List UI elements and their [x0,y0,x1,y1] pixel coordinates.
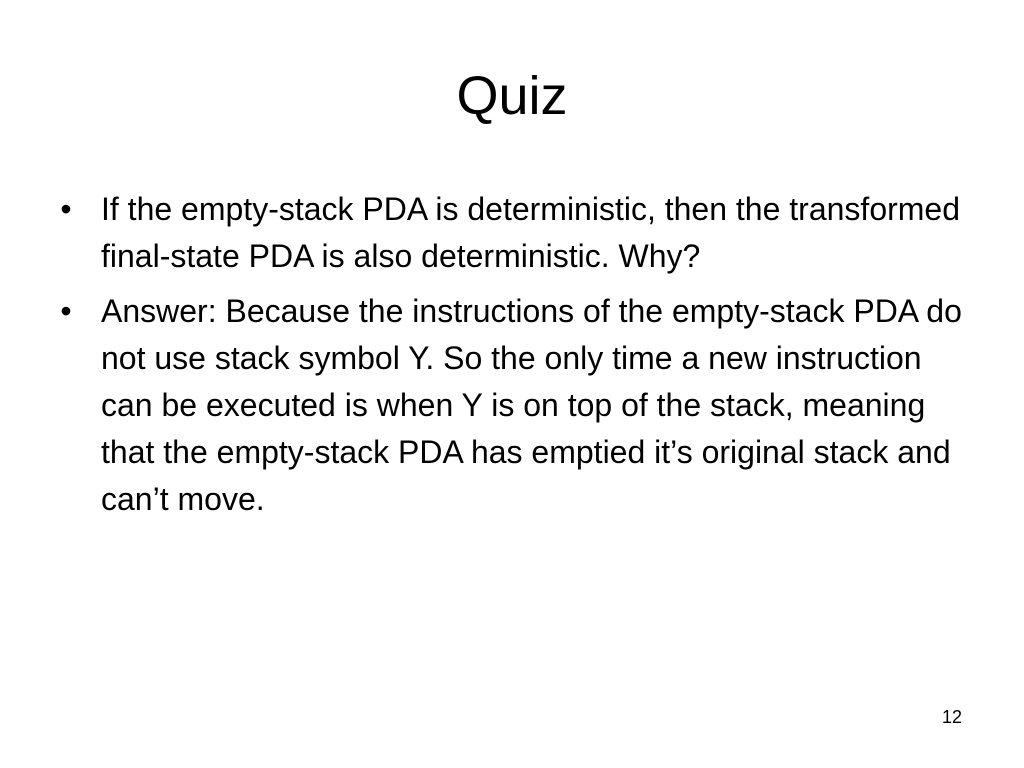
bullet-item-question [56,186,976,280]
bullet-icon: • [60,191,72,227]
bullet-item-answer [56,288,976,523]
slide-number: 12 [941,707,962,727]
bullet-icon: • [60,293,72,329]
bullet-text-question: If the empty-stack PDA is deterministic, then the transformed final-state PDA is also deterministic. Why? [101,191,961,274]
slide-title: Quiz [456,66,568,126]
bullet-text-answer: Answer: Because the instructions of the empty-stack PDA do not use stack symbol Y. So the only time a new instruction can be executed is when Y is on top of the stack, meaning that the empty-stack PDA has emptied it’s original stack and can’t move. [101,293,962,517]
bullet-list [56,186,976,531]
